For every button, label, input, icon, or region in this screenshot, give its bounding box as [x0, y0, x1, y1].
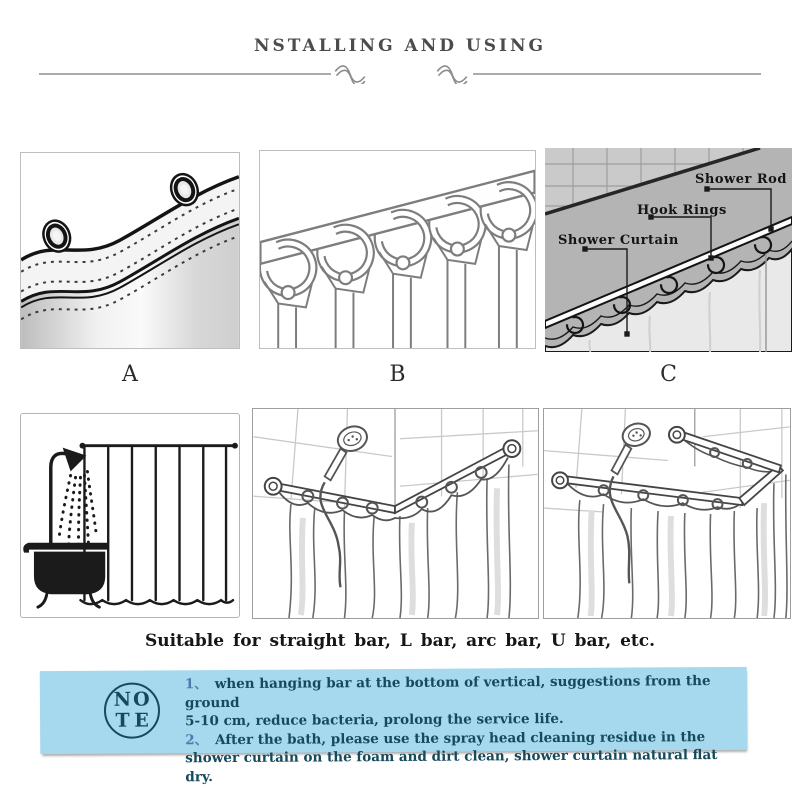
note-logo-letter: T: [115, 709, 130, 732]
panel-l-bar: [252, 408, 539, 619]
note-item-number: 2、: [185, 731, 209, 748]
page-title: NSTALLING AND USING: [253, 36, 547, 56]
straight-bar-illustration: [21, 414, 239, 617]
panel-label-c: C: [660, 362, 677, 387]
panel-c-labeled-diagram: [545, 148, 792, 352]
note-item-line: 2、 After the bath, please use the spray head cleaning residue in the: [185, 728, 706, 748]
l-bar-illustration: [253, 409, 538, 618]
u-rod-icon: [552, 427, 783, 505]
label-hook-rings: Hook Rings: [637, 203, 727, 218]
hook-rings-illustration: [260, 151, 535, 348]
installation-diagram-illustration: [545, 148, 792, 352]
note-text: [185, 672, 746, 786]
shower-head-icon: [63, 448, 87, 472]
note-logo: [104, 682, 160, 738]
note-item-number: 1、: [184, 676, 208, 693]
note-item-line: shower curtain on the foam and dirt clean, shower curtain natural flat dry.: [185, 747, 718, 785]
note-item-line: 1、 when hanging bar at the bottom of vertical, suggestions from the ground: [184, 673, 711, 711]
label-shower-curtain: Shower Curtain: [558, 233, 679, 248]
panel-u-bar: [543, 408, 791, 619]
suitability-caption: Suitable for straight bar, L bar, arc bar, U bar, etc.: [144, 631, 656, 651]
panel-label-b: B: [389, 362, 406, 387]
title-divider: [39, 64, 761, 84]
panel-straight-bar: [20, 413, 240, 618]
label-shower-rod: Shower Rod: [695, 172, 787, 187]
curtain-grommets-illustration: [21, 153, 239, 348]
panel-a-grommets: [20, 152, 240, 349]
panel-b-hook-rings: [259, 150, 536, 349]
panel-label-a: A: [122, 362, 138, 387]
u-bar-illustration: [544, 409, 790, 618]
note-logo-letter: O: [133, 688, 150, 711]
water-spray-icon: [59, 471, 97, 547]
flourish-icon: [435, 65, 468, 84]
shower-pipe-icon: [51, 453, 66, 544]
divider-lines: [39, 64, 761, 84]
note-logo-letter: E: [134, 709, 149, 732]
flourish-icon: [333, 65, 366, 84]
note-banner: [40, 667, 747, 785]
note-logo-letter: N: [113, 688, 132, 711]
bathtub-icon: [23, 543, 108, 594]
corner-rod-icon: [265, 440, 521, 513]
note-item-line: 5-10 cm, reduce bacteria, prolong the service life.: [185, 710, 564, 730]
